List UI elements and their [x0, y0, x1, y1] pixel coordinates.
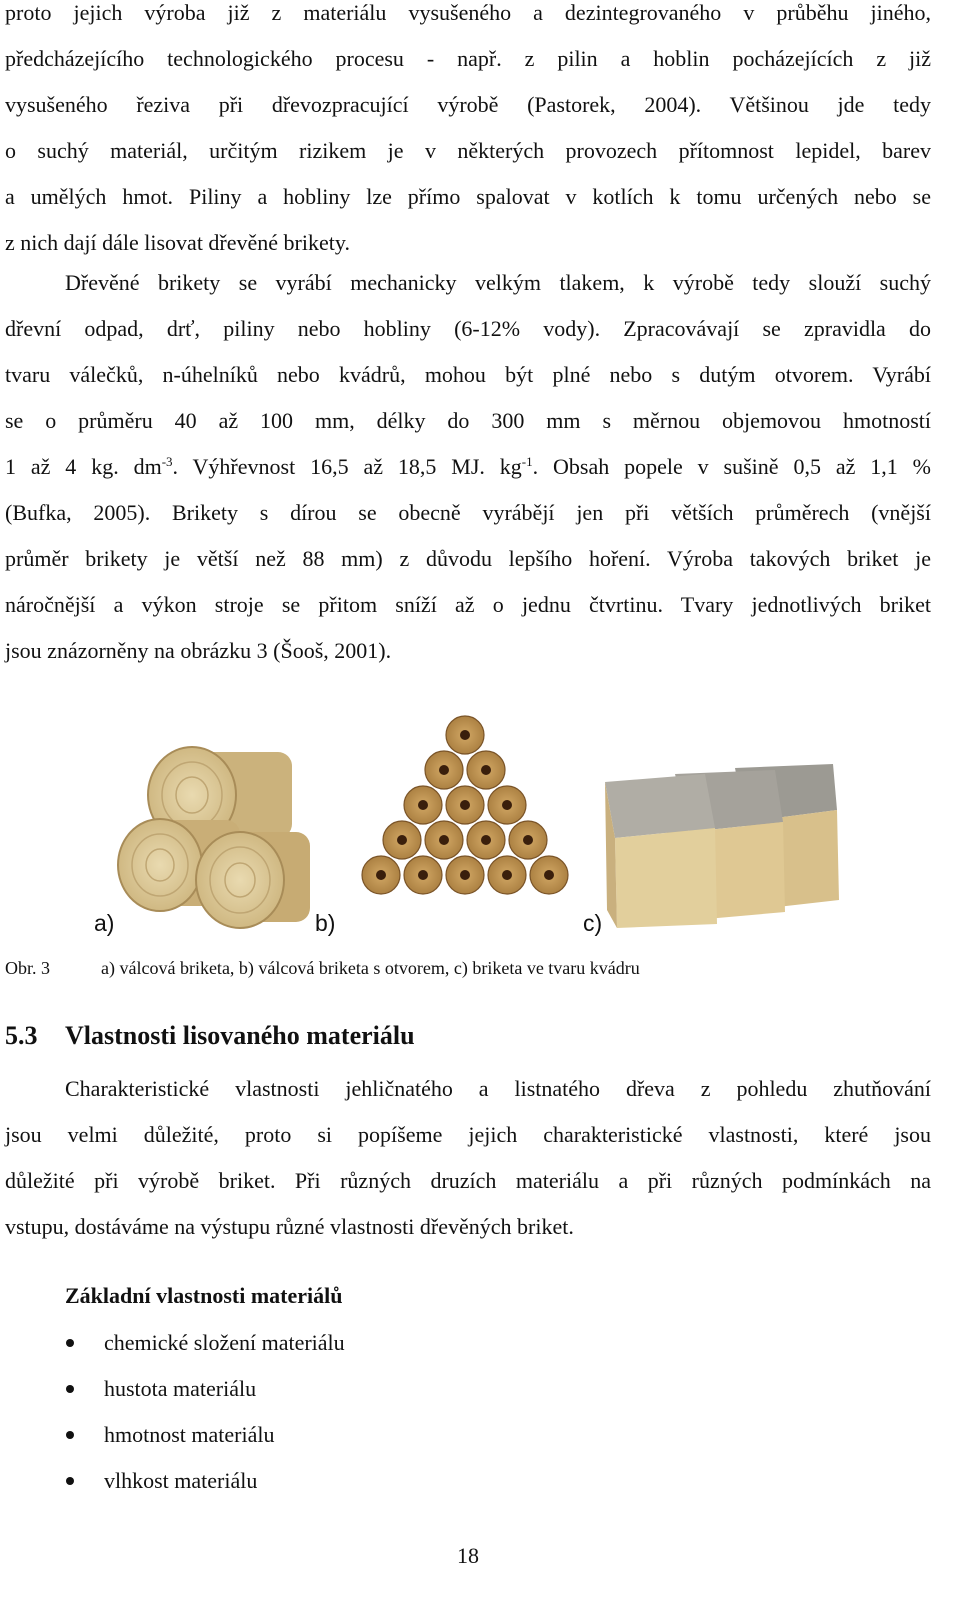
text-line: vysušeného řeziva při dřevozpracující výrobě (Pastorek, 2004). Většinou jde tedy	[5, 92, 931, 117]
bullet-icon	[66, 1339, 74, 1347]
text-line: předcházejícího technologického procesu - např. z pilin a hoblin pocházejících z již	[5, 46, 931, 71]
figure-label-a: a)	[94, 910, 115, 936]
paragraph-briquettes	[5, 260, 931, 674]
bullet-icon	[66, 1431, 74, 1439]
bullet-icon	[66, 1385, 74, 1393]
page-number: 18	[457, 1543, 479, 1568]
section-title: Vlastnosti lisovaného materiálu	[65, 1021, 415, 1050]
list-item-text: hmotnost materiálu	[104, 1422, 275, 1447]
text-line: se o průměru 40 až 100 mm, délky do 300 mm s měrnou objemovou hmotností	[5, 408, 931, 433]
property-list	[0, 1320, 345, 1504]
hollow-briquette-pyramid-image	[340, 700, 590, 910]
text-line: z nich dají dále lisovat dřevěné brikety.	[5, 230, 350, 255]
text-line: průměr brikety je větší než 88 mm) z důvodu lepšího hoření. Výroba takových briket je	[5, 546, 931, 571]
list-item-text: hustota materiálu	[104, 1376, 257, 1401]
text-line: Charakteristické vlastnosti jehličnatého a listnatého dřeva z pohledu zhutňování	[65, 1076, 931, 1101]
paragraph-properties	[5, 1066, 931, 1250]
paragraph-continuation	[5, 0, 931, 266]
caption-number: Obr. 3	[5, 958, 50, 978]
figure-label-c: c)	[583, 910, 603, 936]
list-item-text: vlhkost materiálu	[104, 1468, 258, 1493]
text-line: důležité při výrobě briket. Při různých druzích materiálu a při různých podmínkách na	[5, 1168, 931, 1193]
section-heading	[5, 1016, 415, 1056]
text-line: (Bufka, 2005). Brikety s dírou se obecně vyrábějí jen při větších průměrech (vnější	[5, 500, 931, 525]
figure-briquettes	[0, 700, 960, 960]
list-item	[0, 1320, 345, 1366]
superscript: -1	[521, 454, 533, 469]
text-line: tvaru válečků, n-úhelníků nebo kvádrů, mohou být plné nebo s dutým otvorem. Vyrábí	[5, 362, 931, 387]
figure-caption	[5, 955, 935, 981]
figure-label-b: b)	[315, 910, 336, 936]
text-line: proto jejich výroba již z materiálu vysušeného a dezintegrovaného v průběhu jiného,	[5, 0, 931, 25]
section-number: 5.3	[5, 1021, 38, 1050]
cylindrical-briquette-image	[110, 740, 320, 940]
text-line: vstupu, dostáváme na výstupu různé vlastnosti dřevěných briket.	[5, 1214, 574, 1239]
subheading: Základní vlastnosti materiálů	[65, 1283, 343, 1308]
text-segment: 1 až 4 kg. dm	[5, 454, 162, 479]
bullet-icon	[66, 1477, 74, 1485]
text-line: Dřevěné brikety se vyrábí mechanicky velkým tlakem, k výrobě tedy slouží suchý	[65, 270, 931, 295]
block-briquette-image	[605, 760, 845, 930]
list-item-text: chemické složení materiálu	[104, 1330, 345, 1355]
text-line: a umělých hmot. Piliny a hobliny lze přímo spalovat v kotlích k tomu určených nebo se	[5, 184, 931, 209]
list-item	[0, 1458, 345, 1504]
text-segment: . Výhřevnost 16,5 až 18,5 MJ. kg	[172, 454, 522, 479]
text-line: náročnější a výkon stroje se přitom sníží až o jednu čtvrtinu. Tvary jednotlivých briket	[5, 592, 931, 617]
superscript: -3	[161, 454, 173, 469]
text-line-with-units	[5, 444, 931, 490]
text-line: jsou velmi důležité, proto si popíšeme jejich charakteristické vlastnosti, které jsou	[5, 1122, 931, 1147]
list-item	[0, 1366, 345, 1412]
text-line: o suchý materiál, určitým rizikem je v některých provozech přítomnost lepidel, barev	[5, 138, 931, 163]
list-item	[0, 1412, 345, 1458]
caption-text: a) válcová briketa, b) válcová briketa s otvorem, c) briketa ve tvaru kvádru	[101, 958, 640, 978]
text-line: jsou znázorněny na obrázku 3 (Šooš, 2001).	[5, 638, 392, 663]
text-segment: . Obsah popele v sušině 0,5 až 1,1 %	[532, 454, 931, 479]
text-line: dřevní odpad, drť, piliny nebo hobliny (6-12% vody). Zpracovávají se zpravidla do	[5, 316, 931, 341]
